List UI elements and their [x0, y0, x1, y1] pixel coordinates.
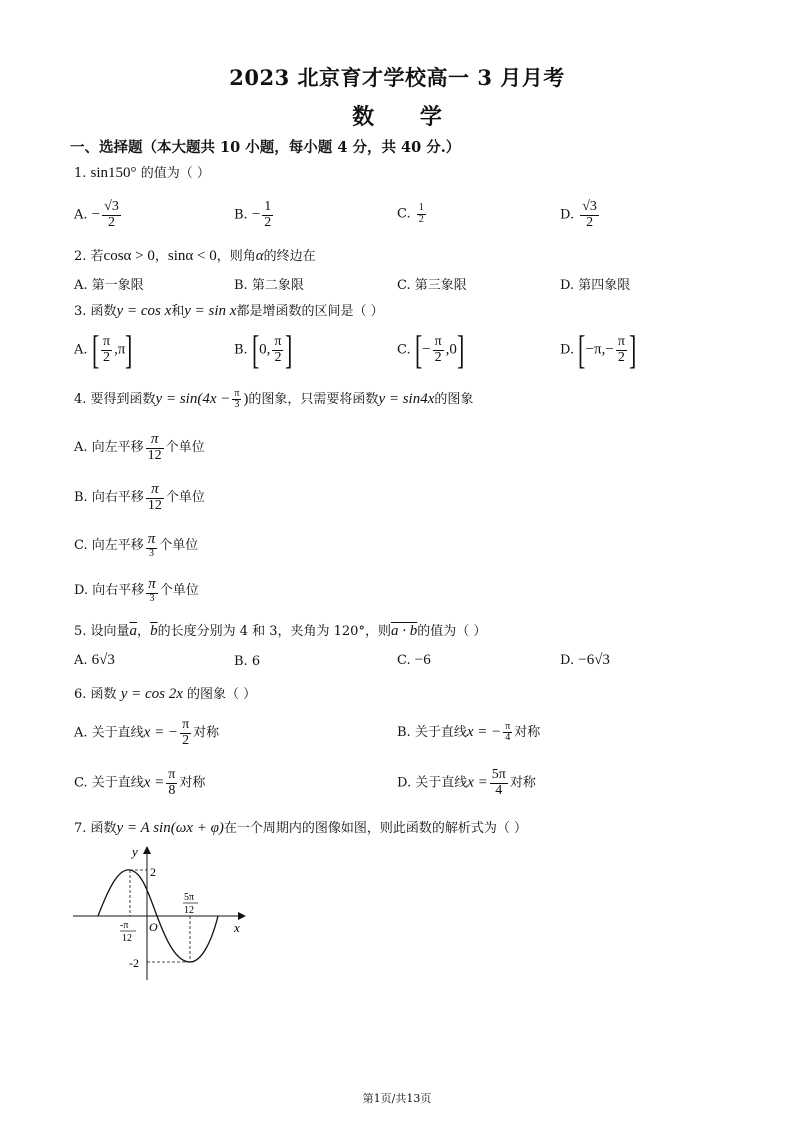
max-label: 2	[150, 865, 156, 879]
q4-option-b[interactable]: B. 向右平移 $\frac{\pi}{12}$ 个单位	[74, 481, 205, 513]
x-label: x	[234, 920, 240, 935]
origin-label: O	[149, 920, 158, 934]
question-2: 2. 若cosα > 0，sinα < 0，则角α的终边在	[74, 248, 316, 264]
tick-negpi-num: -π	[120, 920, 129, 931]
tick-5pi-den: 12	[184, 905, 194, 916]
q2-option-d[interactable]: D. 第四象限	[560, 278, 631, 293]
question-7: 7. 函数y = A sin(ωx + φ)在一个周期内的图像如图，则此函数的解析式为（ ）	[74, 820, 528, 836]
q3-option-d[interactable]: D. [−π,− $\frac{\pi}{2}$ ]	[560, 327, 637, 372]
q3-option-c[interactable]: C. [− $\frac{\pi}{2}$ ,0]	[397, 327, 465, 372]
q1-option-c[interactable]: C. $\frac{1}{2}$	[397, 202, 424, 225]
q3-option-b[interactable]: B. [0, $\frac{\pi}{2}$ ]	[234, 327, 293, 372]
q1-option-a[interactable]: A. − $\frac{√3}{2}$	[74, 199, 119, 230]
q5-option-d[interactable]: D. −6√3	[560, 652, 610, 668]
q5-option-b[interactable]: B. 6	[234, 654, 261, 669]
question-5: 5. 设向量$\overline{a}$，$\overline{b}$的长度分别为 4 和 3，夹角为 120°，则a · b的值为（ ）	[74, 623, 487, 639]
q4-option-c[interactable]: C. 向左平移 $\frac{\pi}{3}$ 个单位	[74, 531, 199, 559]
q6-option-c[interactable]: C. 关于直线x = $\frac{\pi}{8}$ 对称	[74, 767, 206, 798]
q2-option-b[interactable]: B. 第二象限	[234, 278, 304, 293]
q1-option-b[interactable]: B. − $\frac{1}{2}$	[234, 199, 272, 230]
q6-option-d[interactable]: D. 关于直线x = $\frac{5\pi}{4}$ 对称	[397, 767, 536, 798]
min-label: -2	[129, 956, 139, 970]
page-footer: 第1页/共13页	[362, 1092, 432, 1105]
y-label: y	[132, 844, 138, 859]
tick-5pi-num: 5π	[184, 892, 195, 903]
q1-expr: sin150°	[90, 165, 137, 181]
exam-title: 2023 北京育才学校高一 3 月月考	[229, 65, 565, 90]
q5-option-c[interactable]: C. −6	[397, 652, 431, 668]
q2-option-c[interactable]: C. 第三象限	[397, 278, 467, 293]
q1-option-d[interactable]: D. $\frac{√3}{2}$	[560, 199, 597, 230]
question-1: 1. sin150° 的值为（ ）	[74, 165, 210, 181]
q6-option-a[interactable]: A. 关于直线x = − $\frac{\pi}{2}$ 对称	[74, 717, 220, 748]
q6-option-b[interactable]: B. 关于直线x = − $\frac{\pi}{4}$ 对称	[397, 720, 541, 743]
q2-option-a[interactable]: A. 第一象限	[74, 278, 144, 293]
q4-option-a[interactable]: A. 向左平移 $\frac{\pi}{12}$ 个单位	[74, 431, 205, 463]
tick-negpi-den: 12	[122, 933, 132, 944]
sine-graph	[68, 840, 258, 985]
q4-option-d[interactable]: D. 向右平移 $\frac{\pi}{3}$ 个单位	[74, 576, 199, 604]
section-heading: 一、选择题（本大题共 10 小题，每小题 4 分，共 40 分.）	[70, 139, 461, 156]
question-3: 3. 函数y = cos x和y = sin x都是增函数的区间是（ ）	[74, 303, 384, 319]
q5-option-a[interactable]: A. 6√3	[74, 652, 115, 668]
subject-title: 数 学	[352, 104, 442, 130]
q3-option-a[interactable]: A. [ $\frac{\pi}{2}$ ,π]	[74, 327, 133, 372]
question-6: 6. 函数 y = cos 2x 的图象（ ）	[74, 686, 257, 702]
question-4: 4. 要得到函数y = sin(4x − $\frac{\pi}{3}$ )的图象，只需要将函数y = sin4x的图象	[74, 387, 474, 410]
